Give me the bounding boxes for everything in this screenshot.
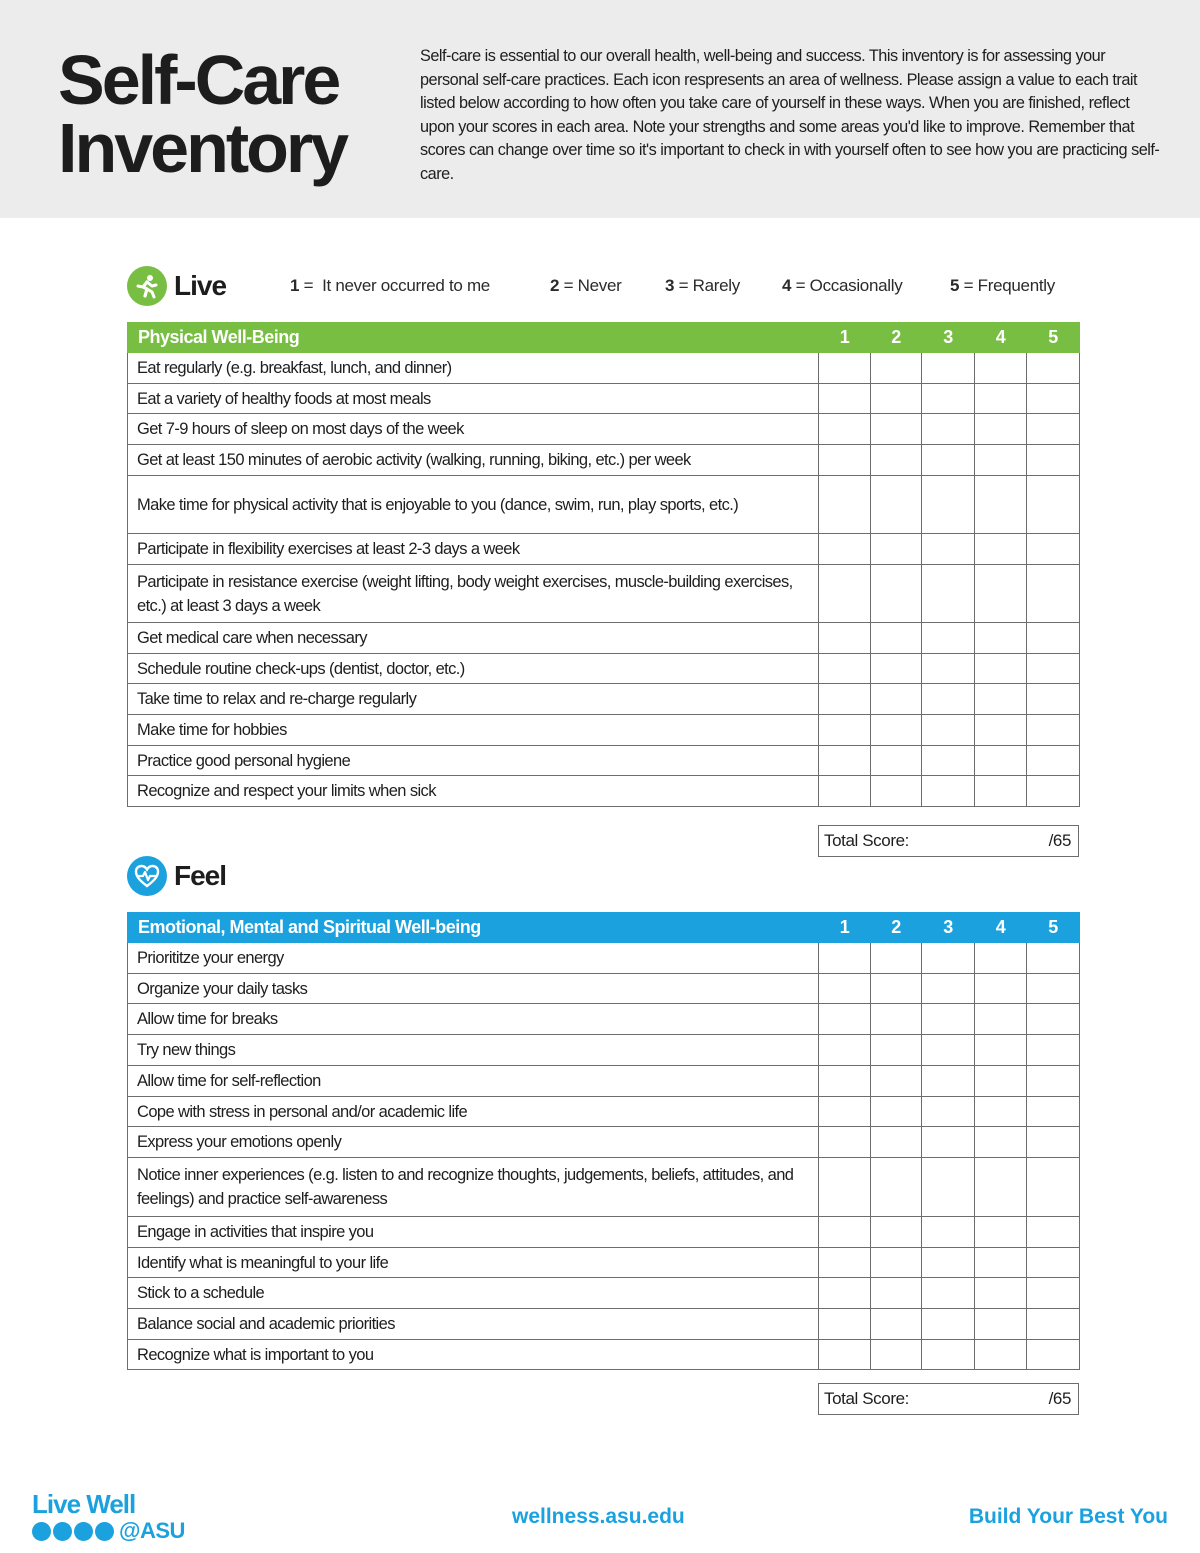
item-text: Participate in flexibility exercises at least 2-3 days a week [128,534,819,565]
table-row [128,1158,1080,1217]
score-cell-1[interactable] [819,565,871,623]
title-line-1: Self-Care [58,41,339,119]
heartbeat-icon [53,1522,72,1541]
intro-paragraph: Self-care is essential to our overall health, well-being and success. This inventory is for assessing your personal self-care practices. Each icon respresents an area of wellness. Please assign a value to each trait listed below according to how often you take care of yourself in these ways. When you are finished, reflect upon your scores in each area. Note your strengths and some areas you'd like to improve. Remember that scores can change over time so it's important to check in with yourself often to see how you are practicing self-care. [420,47,1160,183]
category-header: Physical Well-Being [128,323,819,353]
score-cell-1[interactable] [819,715,871,746]
score-cell-1[interactable] [819,1309,871,1340]
score-cell-2[interactable] [871,623,922,654]
score-cell-5[interactable] [1027,1066,1080,1097]
score-cell-3[interactable] [922,1278,975,1309]
score-cell-5[interactable] [1027,1004,1080,1035]
score-cell-1[interactable] [819,476,871,534]
score-cell-3[interactable] [922,776,975,807]
column-header-3: 3 [922,913,975,943]
score-cell-1[interactable] [819,1217,871,1248]
score-cell-5[interactable] [1027,384,1080,414]
score-cell-5[interactable] [1027,1097,1080,1127]
item-text: Practice good personal hygiene [128,746,819,776]
total-score-max: /65 [1048,1389,1071,1408]
column-header-2: 2 [871,913,922,943]
table-row [128,1217,1080,1248]
section-heading-live [127,266,226,306]
score-cell-4[interactable] [975,565,1027,623]
score-cell-3[interactable] [922,534,975,565]
score-cell-1[interactable] [819,776,871,807]
score-cell-1[interactable] [819,384,871,414]
score-cell-1[interactable] [819,974,871,1004]
score-cell-4[interactable] [975,1278,1027,1309]
score-cell-5[interactable] [1027,445,1080,476]
score-cell-5[interactable] [1027,1217,1080,1248]
score-cell-3[interactable] [922,746,975,776]
score-cell-5[interactable] [1027,654,1080,684]
score-cell-1[interactable] [819,1278,871,1309]
column-header-5: 5 [1027,913,1080,943]
score-cell-1[interactable] [819,1035,871,1066]
score-cell-5[interactable] [1027,684,1080,715]
item-text: Allow time for self-reflection [128,1066,819,1097]
column-header-2: 2 [871,323,922,353]
table-row [128,414,1080,445]
score-cell-3[interactable] [922,414,975,445]
column-header-5: 5 [1027,323,1080,353]
score-cell-2[interactable] [871,384,922,414]
table-row [128,1278,1080,1309]
score-cell-2[interactable] [871,1066,922,1097]
score-cell-2[interactable] [871,776,922,807]
heart-icon [74,1522,93,1541]
item-text: Eat a variety of healthy foods at most meals [128,384,819,414]
leaf-icon [95,1522,114,1541]
table-row [128,1127,1080,1158]
score-cell-5[interactable] [1027,1035,1080,1066]
score-cell-2[interactable] [871,684,922,715]
score-cell-3[interactable] [922,476,975,534]
score-cell-2[interactable] [871,715,922,746]
score-cell-2[interactable] [871,1097,922,1127]
score-cell-4[interactable] [975,1217,1027,1248]
score-cell-2[interactable] [871,565,922,623]
score-cell-3[interactable] [922,1004,975,1035]
score-cell-4[interactable] [975,534,1027,565]
score-cell-1[interactable] [819,623,871,654]
score-cell-3[interactable] [922,1248,975,1278]
score-cell-3[interactable] [922,353,975,384]
score-cell-3[interactable] [922,565,975,623]
footer-tagline: Build Your Best You [968,1505,1168,1528]
logo-line-1: Live Well [32,1489,136,1519]
column-header-1: 1 [819,913,871,943]
column-header-3: 3 [922,323,975,353]
score-cell-5[interactable] [1027,476,1080,534]
legend-item-2: 2 = Never [550,276,622,295]
score-cell-2[interactable] [871,1248,922,1278]
score-cell-4[interactable] [975,1127,1027,1158]
score-cell-5[interactable] [1027,1158,1080,1217]
score-cell-4[interactable] [975,1158,1027,1217]
score-cell-5[interactable] [1027,1309,1080,1340]
score-cell-1[interactable] [819,654,871,684]
score-cell-1[interactable] [819,1004,871,1035]
score-cell-1[interactable] [819,684,871,715]
item-text: Make time for physical activity that is enjoyable to you (dance, swim, run, play sports, etc.) [128,476,819,534]
table-row [128,534,1080,565]
score-cell-4[interactable] [975,776,1027,807]
table-row [128,565,1080,623]
item-text: Recognize and respect your limits when sick [128,776,819,807]
score-cell-5[interactable] [1027,746,1080,776]
column-header-4: 4 [975,323,1027,353]
score-cell-4[interactable] [975,1004,1027,1035]
table-row [128,776,1080,807]
heartbeat-icon [127,856,167,896]
score-cell-3[interactable] [922,1217,975,1248]
score-cell-4[interactable] [975,1248,1027,1278]
physical-wellbeing-table [127,322,1080,807]
score-cell-2[interactable] [871,1127,922,1158]
item-text: Cope with stress in personal and/or academic life [128,1097,819,1127]
score-cell-1[interactable] [819,1248,871,1278]
logo-line-2: @ASU [119,1518,185,1543]
score-cell-1[interactable] [819,534,871,565]
live-well-asu-logo [32,1490,185,1544]
item-text: Get medical care when necessary [128,623,819,654]
item-text: Allow time for breaks [128,1004,819,1035]
score-cell-2[interactable] [871,1309,922,1340]
item-text: Get at least 150 minutes of aerobic activity (walking, running, biking, etc.) per week [128,445,819,476]
item-text: Engage in activities that inspire you [128,1217,819,1248]
total-score-label: Total Score: [824,831,909,850]
running-figure-icon [32,1522,51,1541]
score-cell-2[interactable] [871,414,922,445]
table-row [128,974,1080,1004]
table-row [128,1035,1080,1066]
table-row [128,1340,1080,1370]
score-cell-4[interactable] [975,445,1027,476]
score-cell-2[interactable] [871,1158,922,1217]
score-cell-2[interactable] [871,1340,922,1370]
score-cell-2[interactable] [871,476,922,534]
total-score-max: /65 [1048,831,1071,850]
score-cell-4[interactable] [975,684,1027,715]
item-text: Schedule routine check-ups (dentist, doctor, etc.) [128,654,819,684]
column-header-1: 1 [819,323,871,353]
score-cell-1[interactable] [819,353,871,384]
score-cell-1[interactable] [819,1066,871,1097]
section-heading-feel [127,856,226,896]
legend-item-1: 1 = It never occurred to me [290,276,490,295]
score-cell-4[interactable] [975,974,1027,1004]
score-cell-3[interactable] [922,445,975,476]
table-header-row [128,913,1080,943]
score-cell-2[interactable] [871,1278,922,1309]
score-cell-3[interactable] [922,654,975,684]
section-title-live: Live [174,270,227,301]
table-row [128,943,1080,974]
header-banner [0,0,1200,218]
score-cell-1[interactable] [819,1127,871,1158]
item-text: Take time to relax and re-charge regularly [128,684,819,715]
table-row [128,1097,1080,1127]
table-row [128,1309,1080,1340]
table-row [128,1004,1080,1035]
score-cell-5[interactable] [1027,1248,1080,1278]
item-text: Notice inner experiences (e.g. listen to and recognize thoughts, judgements, beliefs, attitudes, and feelings) and practice self-awareness [128,1158,819,1217]
column-header-4: 4 [975,913,1027,943]
title-line-2: Inventory [58,109,347,187]
score-cell-3[interactable] [922,943,975,974]
running-figure-icon [127,266,167,306]
score-cell-3[interactable] [922,1158,975,1217]
score-cell-3[interactable] [922,974,975,1004]
table-row [128,715,1080,746]
score-cell-5[interactable] [1027,1278,1080,1309]
score-cell-5[interactable] [1027,715,1080,746]
score-cell-2[interactable] [871,445,922,476]
category-header: Emotional, Mental and Spiritual Well-being [128,913,819,943]
score-cell-4[interactable] [975,943,1027,974]
score-cell-5[interactable] [1027,1127,1080,1158]
score-cell-1[interactable] [819,1158,871,1217]
score-cell-5[interactable] [1027,974,1080,1004]
table-row [128,684,1080,715]
total-score-live[interactable] [818,825,1079,857]
score-cell-3[interactable] [922,715,975,746]
score-cell-4[interactable] [975,1097,1027,1127]
page-title [58,41,347,187]
score-cell-2[interactable] [871,1217,922,1248]
item-text: Balance social and academic priorities [128,1309,819,1340]
item-text: Try new things [128,1035,819,1066]
score-cell-3[interactable] [922,1309,975,1340]
score-cell-4[interactable] [975,414,1027,445]
item-text: Make time for hobbies [128,715,819,746]
score-cell-4[interactable] [975,654,1027,684]
score-cell-1[interactable] [819,1097,871,1127]
score-cell-5[interactable] [1027,565,1080,623]
score-cell-5[interactable] [1027,943,1080,974]
score-cell-4[interactable] [975,476,1027,534]
score-cell-5[interactable] [1027,1340,1080,1370]
score-cell-3[interactable] [922,1035,975,1066]
score-cell-3[interactable] [922,1097,975,1127]
score-cell-1[interactable] [819,943,871,974]
score-cell-2[interactable] [871,974,922,1004]
score-cell-4[interactable] [975,623,1027,654]
item-text: Eat regularly (e.g. breakfast, lunch, and dinner) [128,353,819,384]
score-cell-4[interactable] [975,1066,1027,1097]
score-cell-4[interactable] [975,715,1027,746]
table-row [128,353,1080,384]
score-cell-1[interactable] [819,1340,871,1370]
table-row [128,476,1080,534]
table-row [128,623,1080,654]
score-cell-3[interactable] [922,623,975,654]
score-cell-2[interactable] [871,1035,922,1066]
table-row [128,384,1080,414]
table-row [128,746,1080,776]
total-score-feel[interactable] [818,1383,1079,1415]
item-text: Stick to a schedule [128,1278,819,1309]
item-text: Recognize what is important to you [128,1340,819,1370]
item-text: Identify what is meaningful to your life [128,1248,819,1278]
item-text: Priorititze your energy [128,943,819,974]
score-cell-1[interactable] [819,414,871,445]
score-cell-1[interactable] [819,746,871,776]
item-text: Participate in resistance exercise (weight lifting, body weight exercises, muscle-building exercises, etc.) at least 3 days a week [128,565,819,623]
score-cell-3[interactable] [922,684,975,715]
score-cell-2[interactable] [871,1004,922,1035]
item-text: Organize your daily tasks [128,974,819,1004]
score-cell-5[interactable] [1027,776,1080,807]
score-cell-2[interactable] [871,654,922,684]
score-cell-2[interactable] [871,746,922,776]
score-cell-5[interactable] [1027,534,1080,565]
score-cell-1[interactable] [819,445,871,476]
score-cell-2[interactable] [871,353,922,384]
score-cell-4[interactable] [975,353,1027,384]
table-row [128,445,1080,476]
score-cell-4[interactable] [975,1309,1027,1340]
score-cell-2[interactable] [871,534,922,565]
legend-item-5: 5 = Frequently [950,276,1055,295]
score-cell-5[interactable] [1027,414,1080,445]
table-row [128,654,1080,684]
section-title-feel: Feel [174,860,227,891]
legend-item-4: 4 = Occasionally [782,276,903,295]
score-cell-4[interactable] [975,1035,1027,1066]
score-cell-3[interactable] [922,384,975,414]
table-row [128,1066,1080,1097]
item-text: Express your emotions openly [128,1127,819,1158]
table-row [128,1248,1080,1278]
score-cell-4[interactable] [975,384,1027,414]
score-cell-4[interactable] [975,746,1027,776]
footer-url-link[interactable]: wellness.asu.edu [512,1505,685,1528]
score-cell-3[interactable] [922,1066,975,1097]
score-cell-5[interactable] [1027,353,1080,384]
total-score-label: Total Score: [824,1389,909,1408]
emotional-wellbeing-table [127,912,1080,1370]
item-text: Get 7-9 hours of sleep on most days of the week [128,414,819,445]
score-cell-3[interactable] [922,1127,975,1158]
score-cell-5[interactable] [1027,623,1080,654]
legend-item-3: 3 = Rarely [665,276,740,295]
logo-row-2 [32,1518,185,1544]
score-cell-4[interactable] [975,1340,1027,1370]
score-cell-2[interactable] [871,943,922,974]
score-cell-3[interactable] [922,1340,975,1370]
table-header-row [128,323,1080,353]
